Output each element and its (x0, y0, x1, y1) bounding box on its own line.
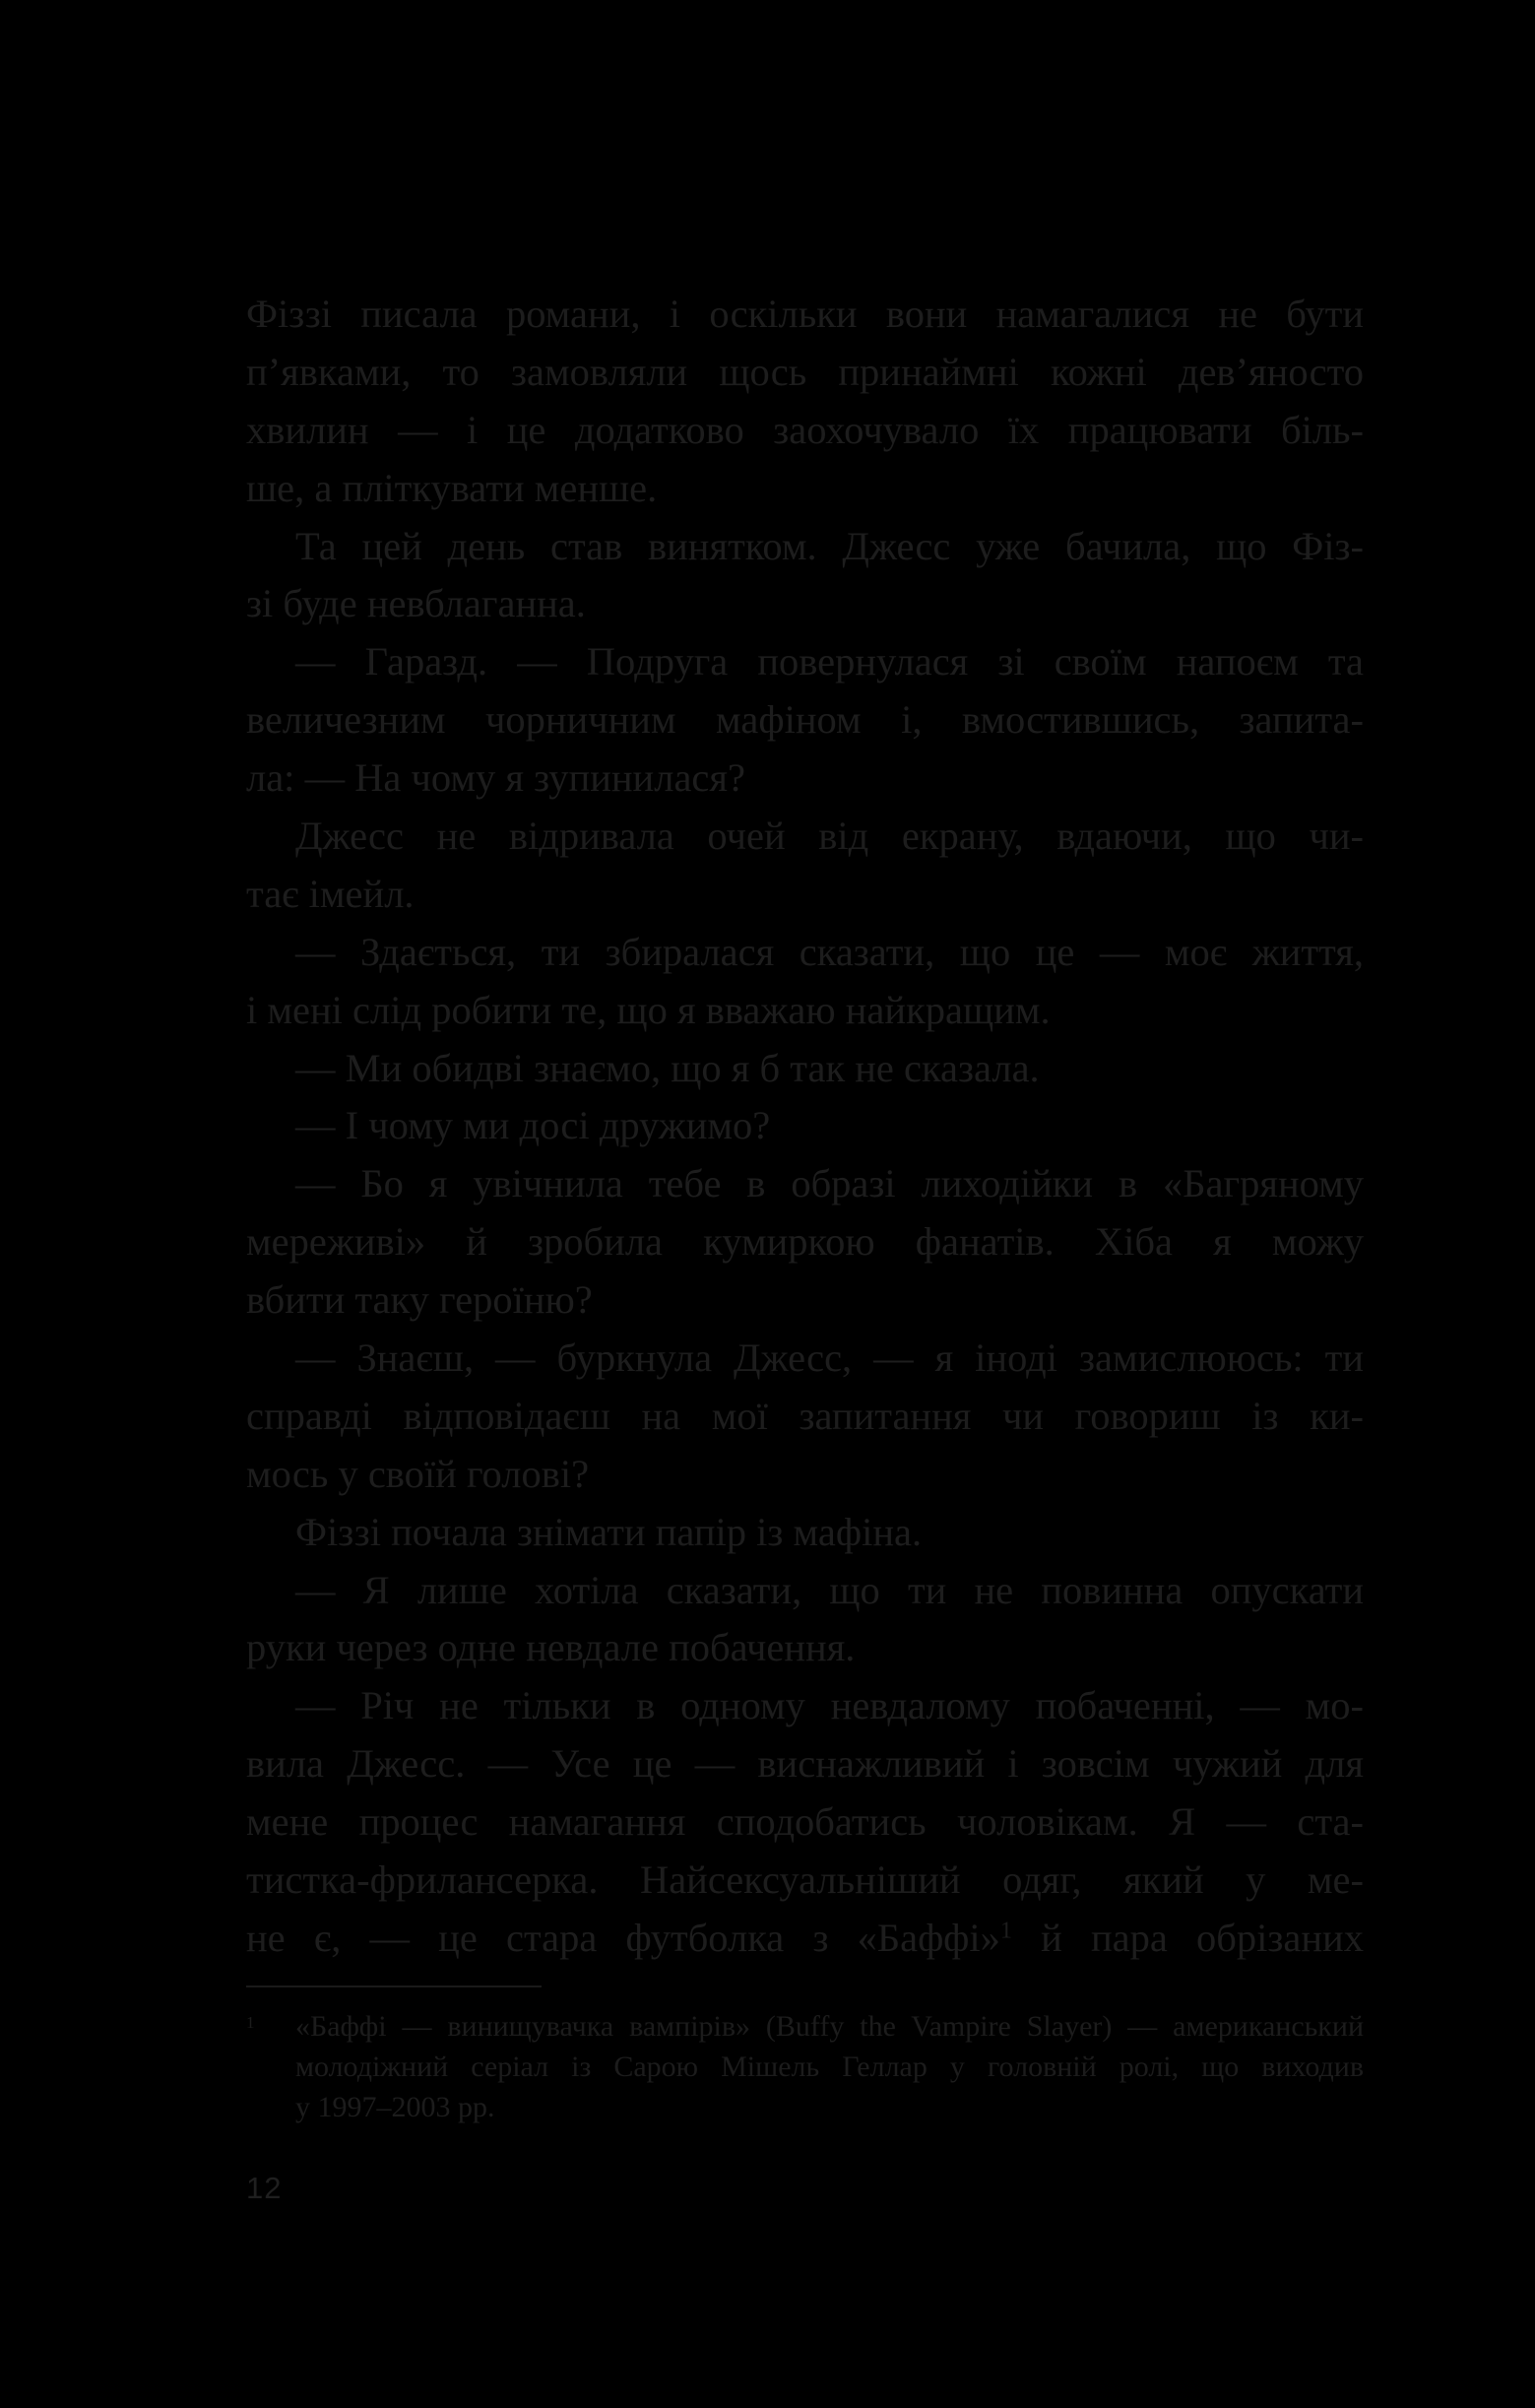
body-line: — Бо я увічнила тебе в образі лиходійки в «Багряному (295, 1161, 1364, 1206)
body-line-with-footnote (246, 1910, 1364, 1968)
page-number: 12 (246, 2171, 283, 2205)
body-line: мене процес намагання сподобатись чоловікам. Я — ста- (246, 1799, 1364, 1845)
body-line: руки через одне невдале побачення. (246, 1625, 856, 1670)
body-line: ла: — На чому я зупинилася? (246, 755, 746, 801)
body-line: Джесс не відривала очей від екрану, вдаючи, що чи- (295, 814, 1364, 859)
body-line: зі буде невблаганна. (246, 581, 586, 626)
body-line: тистка-фрилансерка. Найсексуальніший одяг, який у ме- (246, 1857, 1364, 1903)
body-line-end: й пара обрізаних (1012, 1915, 1364, 1960)
footnote-number: 1 (246, 2013, 255, 2032)
body-line: — Здається, ти збиралася сказати, що це — моє життя, (295, 929, 1364, 974)
body-line-start: не є, — це стара футболка з «Баффі» (246, 1915, 1000, 1960)
footnote (246, 2006, 1364, 2127)
body-line: вила Джесс. — Усе це — виснажливий і зовсім чужий для (246, 1741, 1364, 1787)
body-line: — Я лише хотіла сказати, що ти не повинна опускати (295, 1567, 1364, 1612)
body-line: — Гаразд. — Подруга повернулася зі своїм напоєм та (295, 639, 1364, 684)
body-line: Фіззі писала романи, і оскільки вони намагалися не бути (246, 292, 1364, 336)
body-line: — І чому ми досі дружимо? (295, 1103, 771, 1148)
body-line: п’явками, то замовляли щось принаймні кожні дев’яносто (246, 349, 1364, 394)
body-line: справді відповідаєш на мої запитання чи говориш із ки- (246, 1393, 1364, 1438)
body-line: мось у своїй голові? (246, 1451, 590, 1496)
body-line: величезним чорничним мафіном і, вмостившись, запита- (246, 697, 1364, 743)
body-line: і мені слід робити те, що я вважаю найкращим. (246, 987, 1051, 1032)
body-line: Та цей день став винятком. Джесс уже бачила, що Фіз- (295, 523, 1364, 568)
body-line: Фіззі почала знімати папір із мафіна. (295, 1509, 923, 1554)
body-line: мереживі» й зробила кумиркою фанатів. Хіба я можу (246, 1219, 1364, 1265)
footnote-line: молодіжний серіал із Сарою Мішель Геллар у головній ролі, що виходив (295, 2050, 1364, 2083)
footnote-reference[interactable]: 1 (999, 1917, 1012, 1944)
body-line: вбити таку героїню? (246, 1277, 593, 1323)
body-line: ше, а пліткувати менше. (246, 465, 658, 510)
body-line: — Знаєш, — буркнула Джесс, — я іноді замислююсь: ти (295, 1335, 1364, 1381)
body-line: тає імейл. (246, 871, 415, 916)
body-text (246, 286, 1364, 1968)
body-line: — Ми обидві знаємо, що я б так не сказала. (295, 1045, 1040, 1090)
footnote-line: у 1997–2003 рр. (295, 2091, 495, 2123)
footnote-line: «Баффі — винищувачка вампірів» (Buffy the Vampire Slayer) — американський (295, 2010, 1364, 2043)
body-line: хвилин — і це додатково заохочувало їх працювати біль- (246, 407, 1364, 452)
footnote-divider (246, 1985, 542, 1987)
body-line: — Річ не тільки в одному невдалому побаченні, — мо- (295, 1683, 1364, 1728)
